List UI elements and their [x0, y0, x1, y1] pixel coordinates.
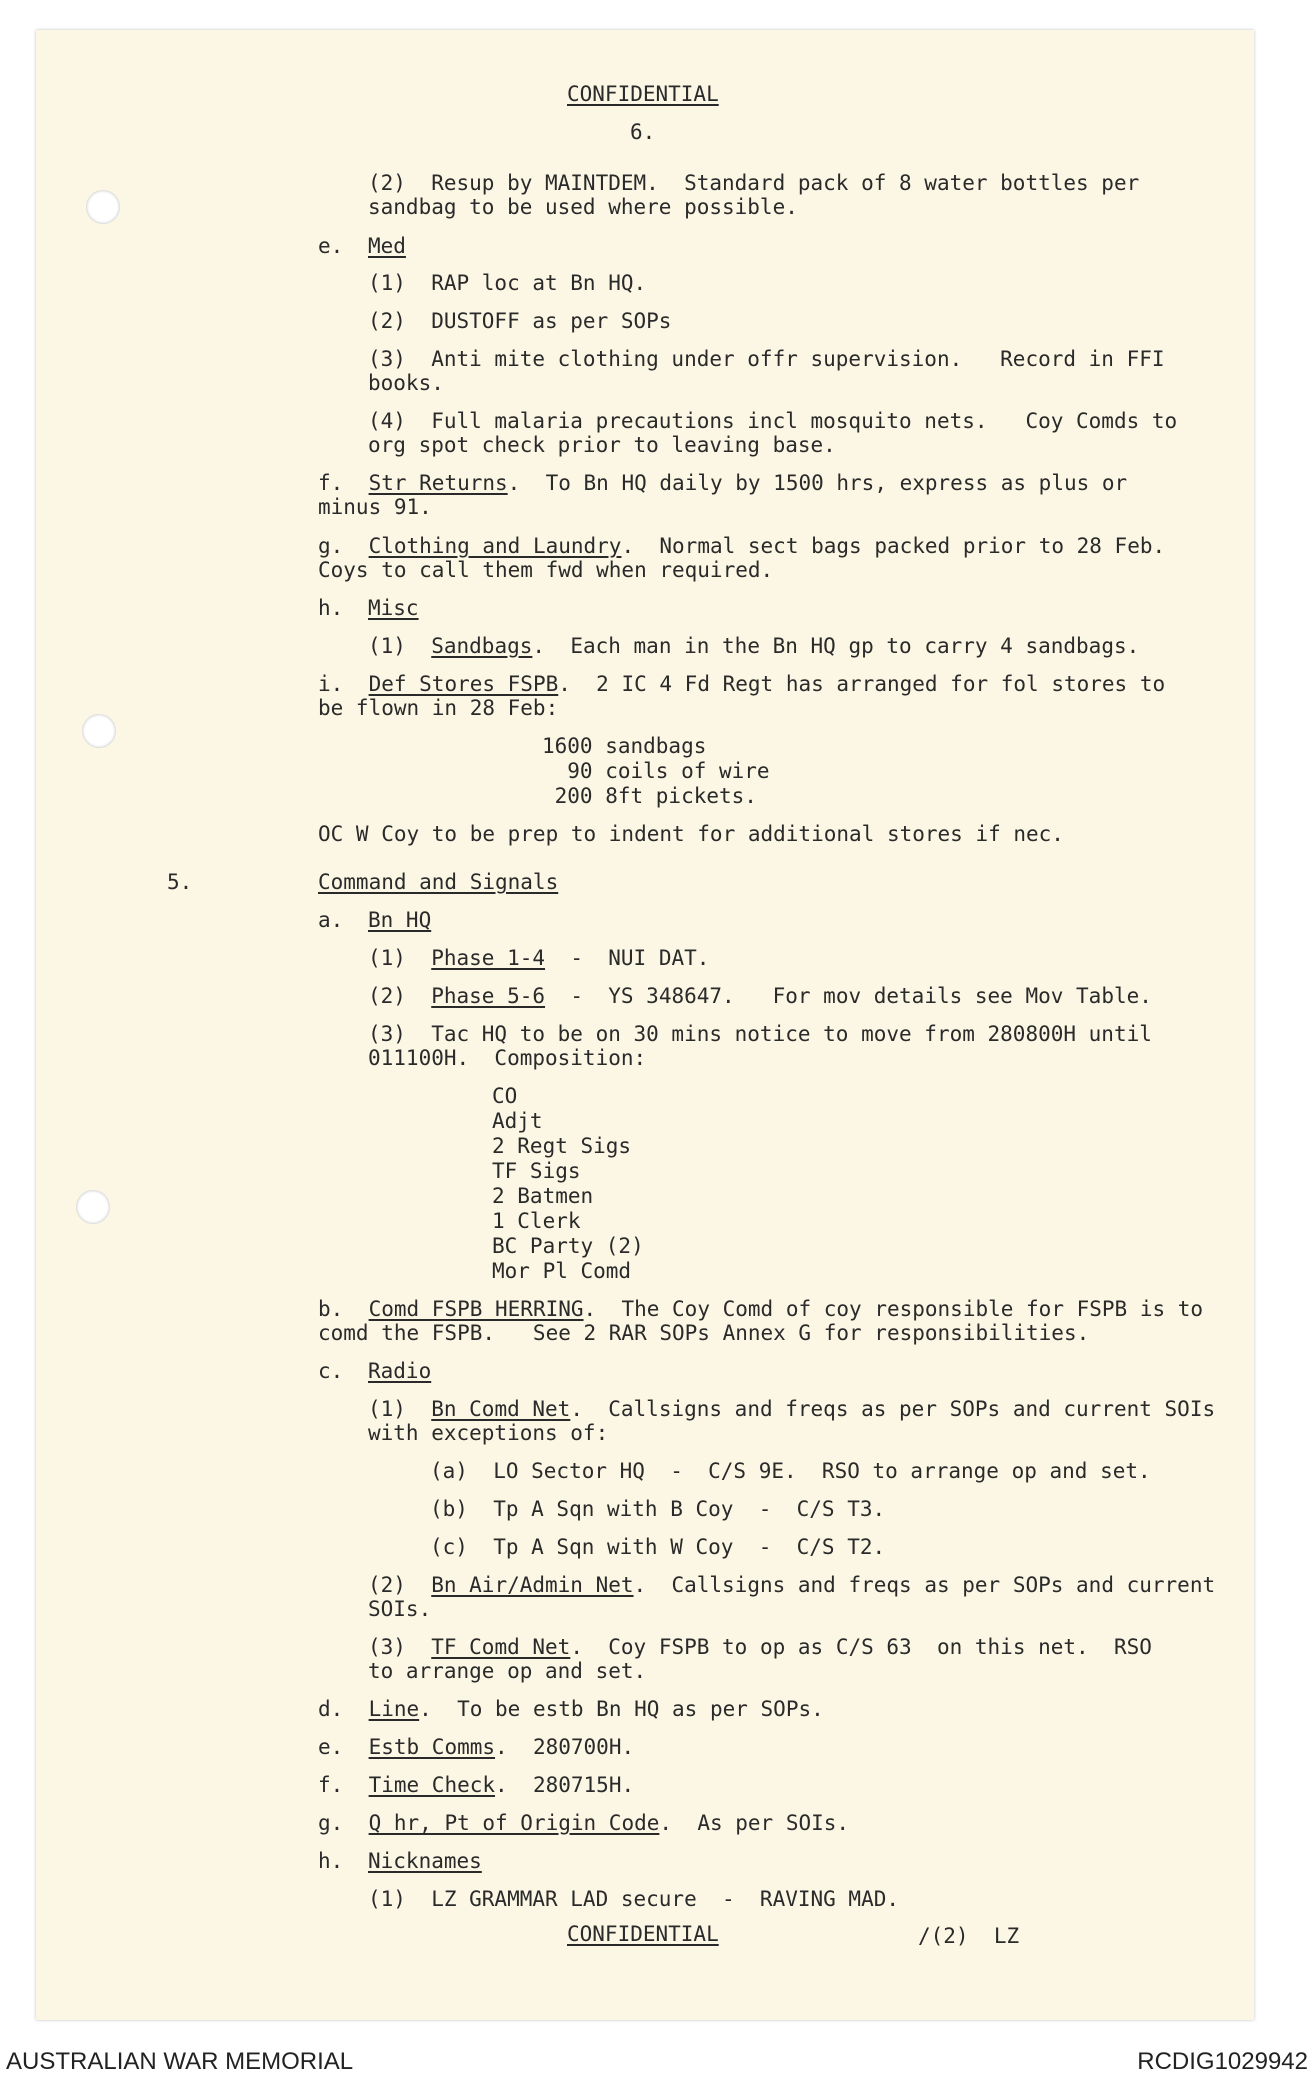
def-text: . 2 IC 4 Fd Regt has arranged for fol stores to [558, 672, 1166, 696]
def-title: Def Stores FSPB [368, 672, 559, 696]
c3-text-2: to arrange op and set. [368, 1659, 647, 1683]
c3-title: TF Comd Net [431, 1635, 571, 1659]
e-title: Estb Comms [368, 1735, 496, 1759]
composition-item: 2 Regt Sigs [492, 1134, 632, 1158]
phase-1-num: (1) [368, 946, 406, 970]
c1-subitem: (b) Tp A Sqn with B Coy - C/S T3. [430, 1497, 886, 1521]
section-title: Command and Signals [318, 870, 559, 894]
d-letter: d. [318, 1697, 344, 1721]
phase-2-text: - YS 348647. For mov details see Mov Table. [545, 984, 1152, 1008]
str-text: . To Bn HQ daily by 1500 hrs, express as plus or [507, 471, 1128, 495]
c2-line [368, 1573, 1215, 1597]
b-text: . The Coy Comd of coy responsible for FSPB is to [583, 1297, 1204, 1321]
med-title: Med [368, 234, 406, 258]
f-line [318, 1773, 634, 1797]
e-letter: e. [318, 1735, 344, 1759]
misc-item-num: (1) [368, 634, 406, 658]
f-letter: f. [318, 1773, 344, 1797]
med-item: (3) Anti mite clothing under offr supervision. Record in FFI [368, 347, 1165, 371]
misc-item [368, 634, 1139, 658]
page-number: 6. [630, 120, 656, 144]
g-line [318, 1811, 849, 1835]
med-item: (2) DUSTOFF as per SOPs [368, 309, 672, 333]
phase-2-num: (2) [368, 984, 406, 1008]
b-text-2: comd the FSPB. See 2 RAR SOPs Annex G for responsibilities. [318, 1321, 1090, 1345]
c-title: Radio [368, 1359, 432, 1383]
tac-hq-line-2: 011100H. Composition: [368, 1046, 647, 1070]
g-title: Q hr, Pt of Origin Code [368, 1811, 660, 1835]
med-item: books. [368, 371, 444, 395]
e-text: . 280700H. [495, 1735, 635, 1759]
misc-item-title: Sandbags [431, 634, 533, 658]
store-item: 1600 sandbags [542, 734, 707, 758]
resup-line-2: sandbag to be used where possible. [368, 195, 798, 219]
misc-item-text: . Each man in the Bn HQ gp to carry 4 sandbags. [532, 634, 1140, 658]
archive-id: RCDIG1029942 [1137, 2048, 1308, 2075]
e-line [318, 1735, 634, 1759]
composition-item: TF Sigs [492, 1159, 581, 1183]
c1-num: (1) [368, 1397, 406, 1421]
c2-text: . Callsigns and freqs as per SOPs and current [633, 1573, 1216, 1597]
composition-item: 1 Clerk [492, 1209, 581, 1233]
phase-2-line [368, 984, 1152, 1008]
str-title: Str Returns [368, 471, 508, 495]
c2-title: Bn Air/Admin Net [431, 1573, 634, 1597]
composition-item: BC Party (2) [492, 1234, 644, 1258]
continuation-marker: /(2) LZ [918, 1924, 1020, 1948]
b-line [318, 1297, 1203, 1321]
archive-name: AUSTRALIAN WAR MEMORIAL [6, 2048, 354, 2075]
d-title: Line [368, 1697, 420, 1721]
resup-line: (2) Resup by MAINTDEM. Standard pack of 8 water bottles per [368, 171, 1140, 195]
c1-line [368, 1397, 1215, 1421]
classification-header: CONFIDENTIAL [567, 82, 719, 106]
c3-num: (3) [368, 1635, 406, 1659]
phase-1-title: Phase 1-4 [431, 946, 546, 970]
f-title: Time Check [368, 1773, 496, 1797]
phase-2-title: Phase 5-6 [431, 984, 546, 1008]
c2-num: (2) [368, 1573, 406, 1597]
composition-item: Mor Pl Comd [492, 1259, 632, 1283]
nickname-item: (1) LZ GRAMMAR LAD secure - RAVING MAD. [368, 1887, 900, 1911]
punch-hole [86, 190, 120, 224]
c1-text-2: with exceptions of: [368, 1421, 609, 1445]
clothing-letter: g. [318, 534, 344, 558]
c1-subitem: (c) Tp A Sqn with W Coy - C/S T2. [430, 1535, 886, 1559]
a-title: Bn HQ [368, 908, 432, 932]
phase-1-text: - NUI DAT. [545, 946, 710, 970]
section-number: 5. [167, 870, 193, 894]
b-title: Comd FSPB HERRING [368, 1297, 584, 1321]
b-letter: b. [318, 1297, 344, 1321]
h-title: Nicknames [368, 1849, 482, 1873]
d-line [318, 1697, 824, 1721]
composition-item: 2 Batmen [492, 1184, 594, 1208]
phase-1-line [368, 946, 709, 970]
clothing-text: . Normal sect bags packed prior to 28 Feb. [621, 534, 1166, 558]
composition-item: CO [492, 1084, 518, 1108]
d-text: . To be estb Bn HQ as per SOPs. [419, 1697, 824, 1721]
g-letter: g. [318, 1811, 344, 1835]
c1-subitem: (a) LO Sector HQ - C/S 9E. RSO to arrange op and set. [430, 1459, 1151, 1483]
f-text: . 280715H. [495, 1773, 635, 1797]
misc-title: Misc [368, 596, 419, 620]
tac-hq-line: (3) Tac HQ to be on 30 mins notice to move from 280800H until [368, 1022, 1152, 1046]
clothing-line [318, 534, 1165, 558]
def-letter: i. [318, 672, 344, 696]
c-letter: c. [318, 1359, 344, 1383]
c3-line [368, 1635, 1152, 1659]
med-item: (4) Full malaria precautions incl mosquito nets. Coy Comds to [368, 409, 1178, 433]
store-item: 90 coils of wire [542, 759, 770, 783]
c3-text: . Coy FSPB to op as C/S 63 on this net. RSO [570, 1635, 1152, 1659]
med-item: org spot check prior to leaving base. [368, 433, 836, 457]
g-text: . As per SOIs. [659, 1811, 850, 1835]
store-item: 200 8ft pickets. [542, 784, 757, 808]
a-letter: a. [318, 908, 344, 932]
clothing-text-2: Coys to call them fwd when required. [318, 558, 774, 582]
clothing-title: Clothing and Laundry [368, 534, 622, 558]
str-letter: f. [318, 471, 344, 495]
misc-letter: h. [318, 596, 344, 620]
def-text-2: be flown in 28 Feb: [318, 696, 559, 720]
classification-footer: CONFIDENTIAL [567, 1922, 719, 1946]
def-line [318, 672, 1165, 696]
med-letter: e. [318, 234, 344, 258]
h-letter: h. [318, 1849, 344, 1873]
def-note: OC W Coy to be prep to indent for additional stores if nec. [318, 822, 1064, 846]
med-item: (1) RAP loc at Bn HQ. [368, 271, 647, 295]
punch-hole [76, 1190, 110, 1224]
punch-hole [82, 714, 116, 748]
c1-text: . Callsigns and freqs as per SOPs and current SOIs [570, 1397, 1216, 1421]
str-returns-line [318, 471, 1127, 495]
c1-title: Bn Comd Net [431, 1397, 571, 1421]
str-text-2: minus 91. [318, 495, 432, 519]
c2-text-2: SOIs. [368, 1597, 432, 1621]
composition-item: Adjt [492, 1109, 543, 1133]
